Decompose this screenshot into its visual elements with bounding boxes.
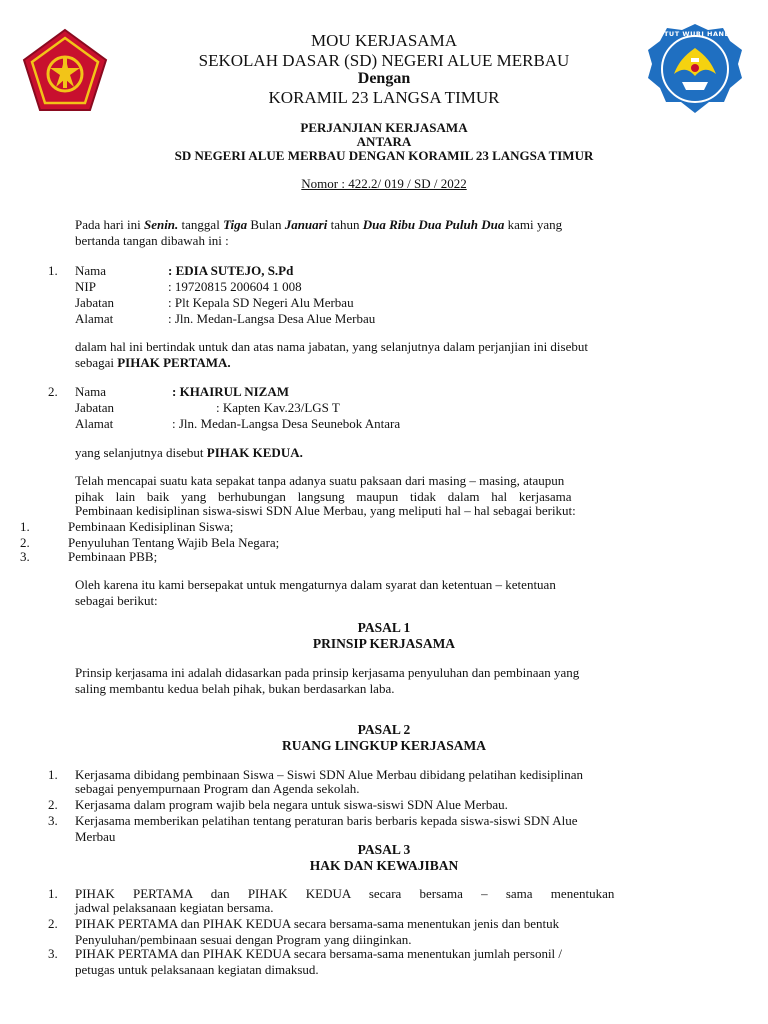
closing-line-1: Oleh karena itu kami bersepakat untuk mengaturnya dalam syarat dan ketentuan – ketentuan [75,577,556,592]
pasal2-heading: PASAL 2 [357,722,411,737]
agreement-line-2: pihak lain baik yang berhubungan langsung maupun tidak dalam hal kerjasama [75,489,572,504]
party1-value-nip: : 19720815 200604 1 008 [168,279,302,294]
pasal3-item-3-num: 3. [48,946,58,961]
pasal1-line-1: Prinsip kerjasama ini adalah didasarkan pada prinsip kerjasama penyuluhan dan pembinaan yang [75,665,580,680]
agreement-item-1-num: 1. [20,519,30,534]
pasal2-item-3-num: 3. [48,813,58,828]
pasal2-item-3-line-1: Kerjasama memberikan pelatihan tentang peraturan baris berbaris kepada siswa-siswi SDN Alue [75,813,578,828]
pasal2-title: RUANG LINGKUP KERJASAMA [281,738,486,753]
intro-line-1: Pada hari ini Senin. tanggal Tiga Bulan Januari tahun Dua Ribu Dua Puluh Dua kami yang [75,217,563,232]
header-line-3: Dengan [357,70,411,87]
party1-number: 1. [48,263,58,278]
pasal1-heading: PASAL 1 [357,620,411,635]
party1-description-1: dalam hal ini bertindak untuk dan atas nama jabatan, yang selanjutnya dalam perjanjian ini disebut [75,339,588,354]
title-line-2: ANTARA [356,134,412,149]
agreement-item-3-num: 3. [20,549,30,564]
agreement-line-3: Pembinaan kedisiplinan siswa-siswi SDN Alue Merbau, yang meliputi hal – hal sebagai berikut: [75,503,576,518]
pasal2-item-3-line-2: Merbau [75,829,116,844]
party1-label-jabatan: Jabatan [75,295,114,310]
party2-label-alamat: Alamat [75,416,114,431]
party2-description: yang selanjutnya disebut PIHAK KEDUA. [75,445,303,460]
party1-label-alamat: Alamat [75,311,114,326]
pasal3-item-2-line-1: PIHAK PERTAMA dan PIHAK KEDUA secara bersama-sama menentukan jenis dan bentuk [75,916,560,931]
logo-motto-text: TUT WURI HANDAYANI [664,30,755,38]
pasal3-title: HAK DAN KEWAJIBAN [309,858,459,873]
pasal2-item-1-line-1: Kerjasama dibidang pembinaan Siswa – Siswi SDN Alue Merbau dibidang pelatihan kedisiplinan [75,767,583,782]
closing-line-2: sebagai berikut: [75,593,158,608]
agreement-item-2: Penyuluhan Tentang Wajib Bela Negara; [68,535,280,550]
pasal2-item-2-num: 2. [48,797,58,812]
agreement-item-2-num: 2. [20,535,30,550]
party2-value-alamat: : Jln. Medan-Langsa Desa Seunebok Antara [172,416,401,431]
pasal3-item-1-line-1: PIHAK PERTAMA dan PIHAK KEDUA secara bersama – sama menentukan [75,886,615,901]
header-line-4: KORAMIL 23 LANGSA TIMUR [268,88,500,107]
title-line-3: SD NEGERI ALUE MERBAU DENGAN KORAMIL 23 LANGSA TIMUR [174,148,594,163]
pasal3-heading: PASAL 3 [357,842,411,857]
party2-number: 2. [48,384,58,399]
pasal2-item-1-line-2: sebagai penyempurnaan Program dan Agenda sekolah. [75,781,360,796]
pasal2-item-1-num: 1. [48,767,58,782]
pasal3-item-1-num: 1. [48,886,58,901]
party1-value-jabatan: : Plt Kepala SD Negeri Alu Merbau [168,295,354,310]
document-number: Nomor : 422.2/ 019 / SD / 2022 [301,176,467,191]
intro-line-2: bertanda tangan dibawah ini : [75,233,229,248]
pasal3-item-1-line-2: jadwal pelaksanaan kegiatan bersama. [75,900,274,915]
pasal1-title: PRINSIP KERJASAMA [312,636,456,651]
party1-value-alamat: : Jln. Medan-Langsa Desa Alue Merbau [168,311,376,326]
pasal1-line-2: saling membantu kedua belah pihak, bukan berdasarkan laba. [75,681,395,696]
party1-label-nip: NIP [75,279,96,294]
pasal3-item-3-line-2: petugas untuk pelaksanaan kegiatan dimaksud. [75,962,319,977]
party2-value-name: : KHAIRUL NIZAM [172,384,290,399]
pasal3-item-2-num: 2. [48,916,58,931]
title-line-1: PERJANJIAN KERJASAMA [300,120,468,135]
party2-value-jabatan: : Kapten Kav.23/LGS T [216,400,340,415]
pasal3-item-3-line-1: PIHAK PERTAMA dan PIHAK KEDUA secara bersama-sama menentukan jumlah personil / [75,946,563,961]
party1-label-name: Nama [75,263,107,278]
party1-value-name: : EDIA SUTEJO, S.Pd [168,263,294,278]
pasal3-item-2-line-2: Penyuluhan/pembinaan sesuai dengan Program yang diinginkan. [75,932,412,947]
header-line-1: MOU KERJASAMA [311,31,457,50]
agreement-item-1: Pembinaan Kedisiplinan Siswa; [68,519,234,534]
pasal2-item-2-line-1: Kerjasama dalam program wajib bela negara untuk siswa-siswi SDN Alue Merbau. [75,797,508,812]
header-line-2: SEKOLAH DASAR (SD) NEGERI ALUE MERBAU [198,51,570,70]
agreement-line-1: Telah mencapai suatu kata sepakat tanpa adanya suatu paksaan dari masing – masing, ataupun [75,473,565,488]
party2-label-jabatan: Jabatan [75,400,114,415]
agreement-item-3: Pembinaan PBB; [68,549,158,564]
party2-label-name: Nama [75,384,107,399]
party1-description-2: sebagai PIHAK PERTAMA. [75,355,231,370]
